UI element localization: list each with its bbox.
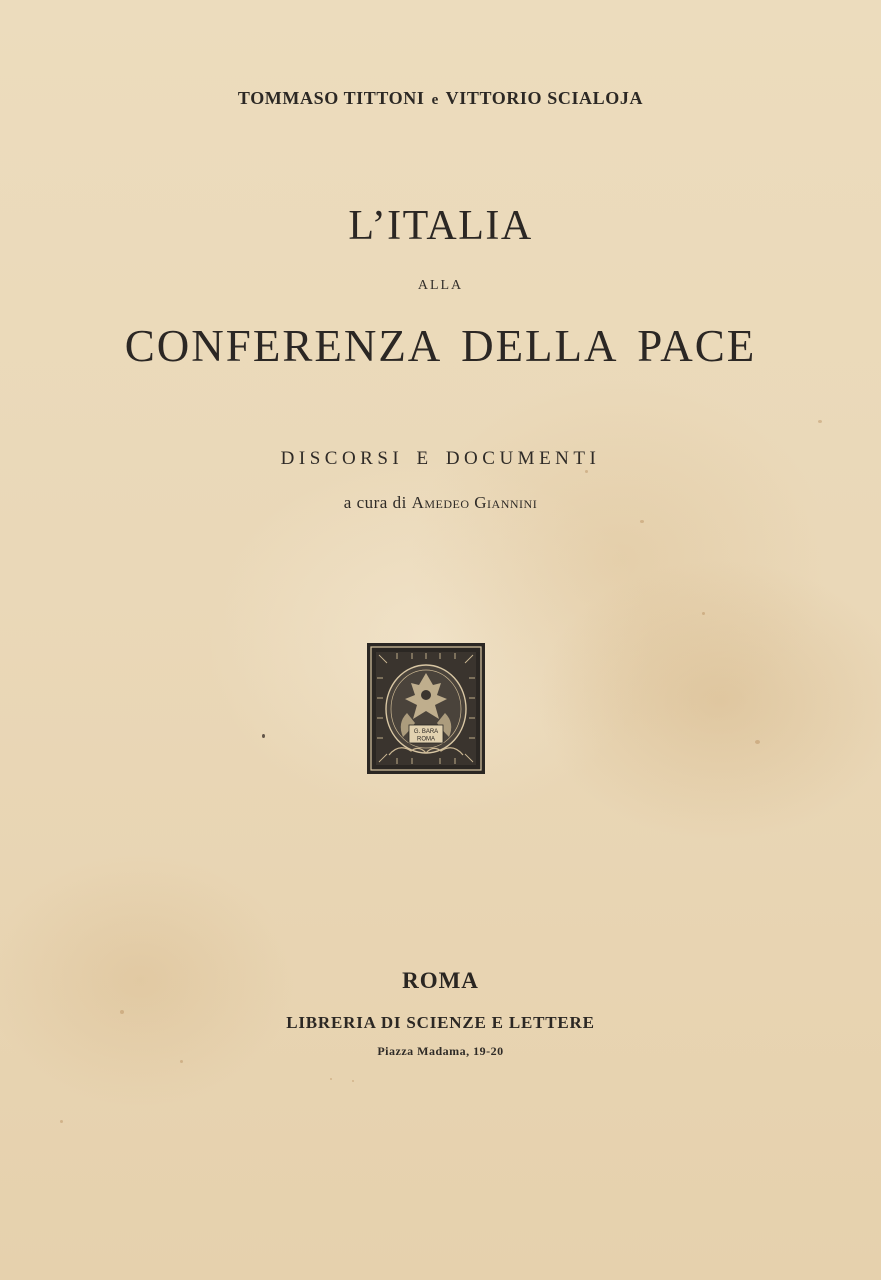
author-second: VITTORIO SCIALOJA — [445, 88, 644, 108]
editor-prefix: a cura di — [343, 493, 407, 512]
author-conjunction: e — [431, 92, 439, 108]
imprint-city: ROMA — [402, 968, 479, 993]
editor-credit — [0, 493, 881, 513]
foxing-spot — [180, 1060, 183, 1063]
book-title-main: L’ITALIA — [348, 203, 533, 249]
authors-line — [0, 88, 881, 109]
book-title-connector: ALLA — [417, 278, 464, 293]
editor-name: Amedeo Giannini — [411, 493, 538, 512]
book-subtitle: DISCORSI E DOCUMENTI — [280, 448, 601, 469]
author-first: TOMMASO TITTONI — [237, 88, 425, 108]
foxing-spot — [262, 734, 265, 738]
imprint-publisher: LIBRERIA DI SCIENZE E LETTERE — [286, 1013, 595, 1032]
foxing-spot — [640, 520, 644, 523]
foxing-spot — [60, 1120, 63, 1123]
foxing-spot — [330, 1078, 332, 1080]
foxing-spot — [818, 420, 822, 423]
mark-inscription-line1: G. BARA — [413, 729, 439, 735]
foxing-spot — [702, 612, 705, 615]
printers-mark-emblem — [367, 643, 485, 774]
foxing-spot — [755, 740, 760, 744]
mark-inscription-line2: ROMA — [417, 736, 435, 743]
foxing-spot — [585, 470, 588, 473]
book-title-sub: CONFERENZA DELLA PACE — [124, 321, 757, 371]
imprint-address: Piazza Madama, 19-20 — [377, 1044, 504, 1058]
foxing-spot — [352, 1080, 354, 1082]
